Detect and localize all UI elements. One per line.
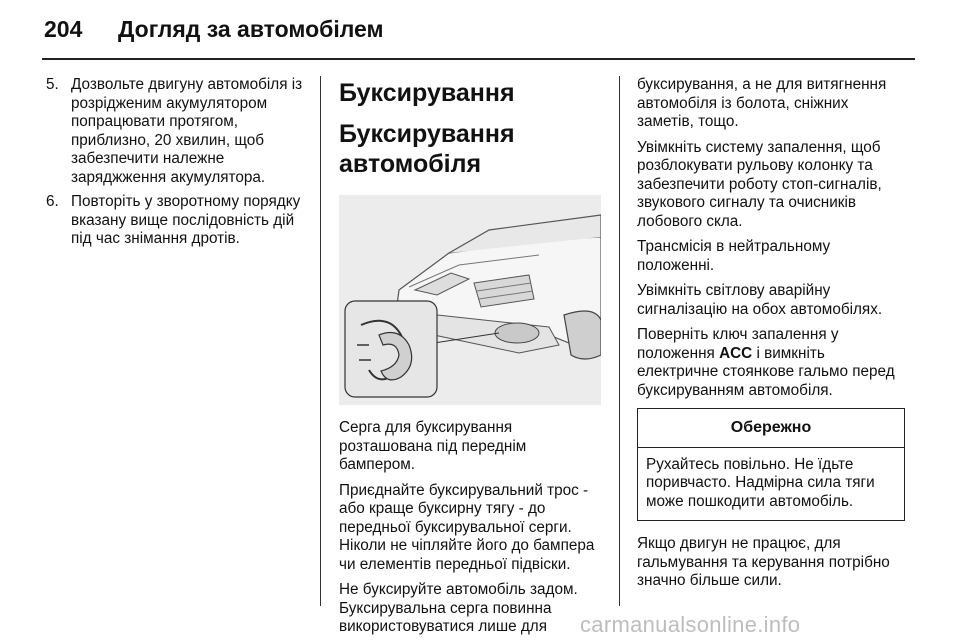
paragraph-part: Поверніть ключ запалення у положення [637,326,839,362]
acc-key-position: ACC [719,344,753,362]
car-front-drawing [339,195,601,405]
paragraph: Увімкніть систему запалення, щоб розблокувати рульову колонку та забезпечити роботу стоп-сигналів, звукового сигналу та очисників лобового скла. [637,138,882,230]
subsection-heading: Буксирування автомобіля [339,120,515,178]
steps-list [46,76,312,249]
warning-box [637,408,905,521]
column-divider-right [619,76,620,606]
page-number: 204 [44,16,83,42]
middle-column [339,76,605,644]
warning-title: Обережно [638,409,904,448]
step-item [46,76,312,187]
right-column [637,76,905,598]
paragraph: буксирування, а не для витягнення автомобіля із болота, сніжних заметів, тощо. [637,76,887,130]
paragraph: Трансмісія в нейтральному положенні. [637,238,831,274]
page-header [0,0,960,60]
step-number: 6. [46,193,59,210]
column-divider-left [320,76,321,606]
step-item [46,193,312,249]
towing-eye-illustration [339,195,601,405]
paragraph-part: і вимкніть електричне стоянкове гальмо перед буксируванням автомобіля. [637,344,895,399]
paragraph: Увімкніть світлову аварійну сигналізацію на обох автомобілях. [637,282,883,318]
paragraph: Якщо двигун не працює, для гальмування та керування потрібно значно більше сили. [637,535,890,589]
watermark: carmanualsonline.info [580,612,801,637]
paragraph [637,326,905,400]
paragraph: Серга для буксирування розташована під переднім бампером. [339,419,527,473]
header-rule [42,58,915,60]
page-title: Догляд за автомобілем [118,16,384,42]
warning-text: Рухайтесь повільно. Не їдьте поривчасто. Надмірна сила тяги може пошкодити автомобіль. [646,455,875,510]
step-text: Дозвольте двигуну автомобіля із розрідженим акумулятором попрацювати протягом, приблизно, 20 хвилин, щоб забезпечити належне заряджження акумулятора. [71,76,303,186]
paragraph: Не буксируйте автомобіль задом. Буксирувальна серга повинна використовуватися лише для [339,581,578,635]
step-text: Повторіть у зворотному порядку вказану вище послідовність дій під час знімання дротів. [71,193,301,247]
paragraph: Приєднайте буксирувальний трос - або краще буксирну тягу - до передньої буксирувальної серги. Ніколи не чіпляйте його до бампера чи елементів передньої підвіски. [339,481,595,573]
left-column [46,76,312,255]
step-number: 5. [46,76,59,93]
section-heading: Буксирування [339,79,515,107]
